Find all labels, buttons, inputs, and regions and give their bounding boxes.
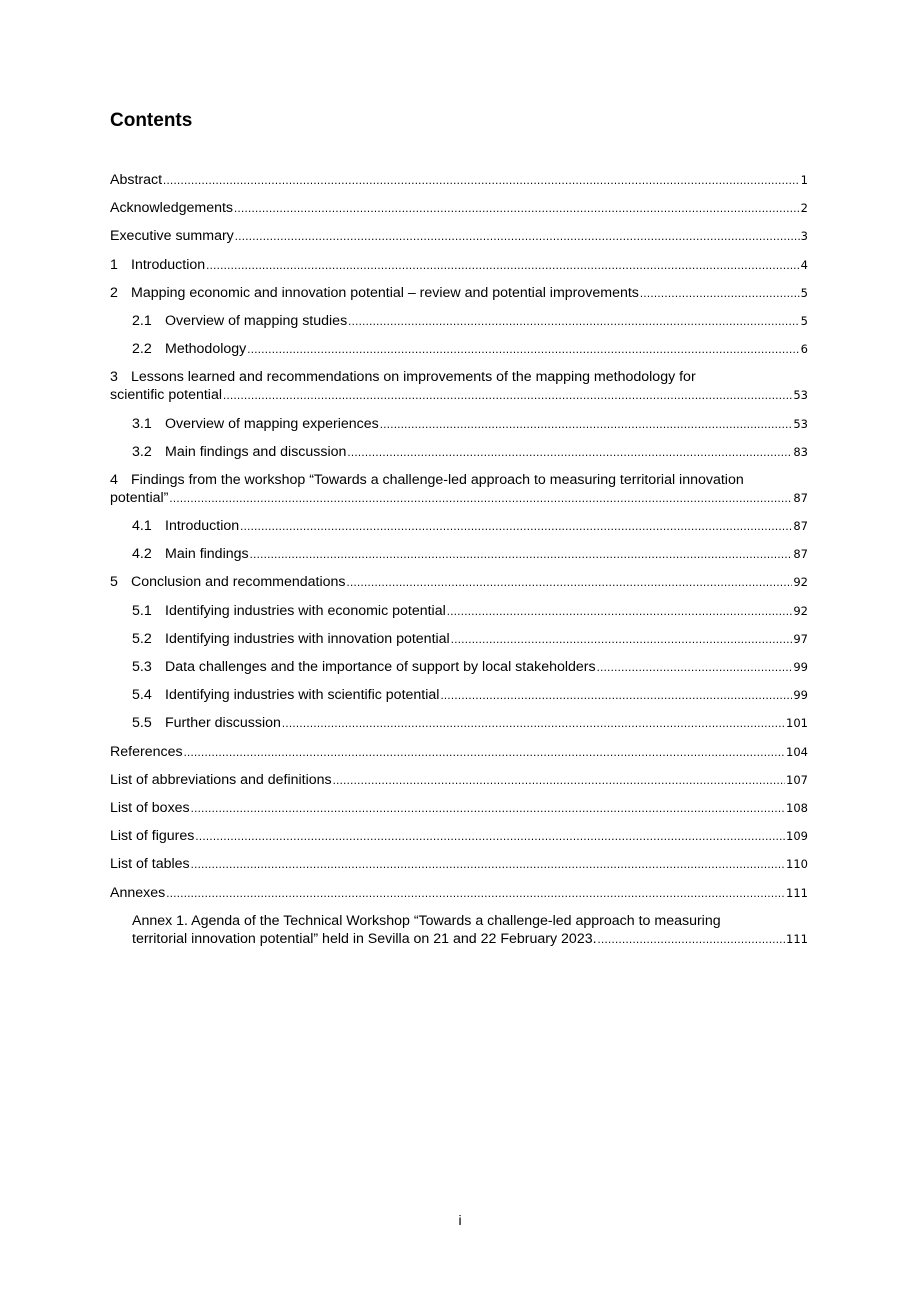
- toc-page-number: 99: [793, 688, 808, 703]
- toc-page-number: 101: [786, 716, 808, 731]
- toc-page-number: 107: [786, 772, 808, 787]
- toc-section-number: 5.2: [132, 630, 152, 647]
- toc-page-number: 87: [793, 490, 808, 505]
- toc-entry-text: Main findings: [165, 546, 249, 563]
- dot-leader: [348, 313, 800, 331]
- toc-entry-section-5-4[interactable]: [110, 686, 808, 714]
- dot-leader: [240, 518, 792, 536]
- dot-leader: [447, 603, 793, 621]
- dot-leader: [347, 574, 793, 592]
- toc-entry-text: Identifying industries with scientific potential: [165, 687, 440, 704]
- toc-entry-section-1[interactable]: [110, 256, 808, 284]
- toc-entry-text: List of abbreviations and definitions: [110, 771, 332, 788]
- toc-page-number: 111: [786, 885, 808, 900]
- toc-entry-acknowledgements[interactable]: [110, 199, 808, 227]
- dot-leader: [169, 490, 792, 508]
- dot-leader: [247, 341, 799, 359]
- toc-entry-section-5-2[interactable]: [110, 630, 808, 658]
- toc-entry-text: Further discussion: [165, 715, 281, 732]
- toc-entry-section-5-5[interactable]: [110, 714, 808, 742]
- dot-leader: [640, 285, 800, 303]
- toc-section-number: 3.2: [132, 443, 152, 460]
- toc-entry-text: Data challenges and the importance of support by local stakeholders: [165, 659, 596, 675]
- toc-section-number: 4.1: [132, 518, 152, 535]
- toc-entry-text: Annexes: [110, 884, 166, 901]
- dot-leader: [223, 387, 792, 405]
- toc-entry-text-continued: territorial innovation potential” held in Sevilla on 21 and 22 February 2023.: [132, 930, 597, 947]
- dot-leader: [597, 659, 793, 677]
- dot-leader: [598, 931, 786, 949]
- toc-page-number: 99: [793, 660, 808, 674]
- toc-entry-text: Introduction: [131, 256, 206, 273]
- toc-entry-list-of-tables[interactable]: [110, 855, 808, 883]
- toc-entry-references[interactable]: [110, 743, 808, 771]
- toc-section-number: 3: [110, 369, 118, 386]
- dot-leader: [440, 687, 792, 705]
- toc-entry-section-5-1[interactable]: [110, 602, 808, 630]
- toc-page-number: 104: [786, 744, 808, 759]
- toc-section-number: 2.1: [132, 312, 152, 329]
- dot-leader: [282, 715, 785, 733]
- toc-section-number: 5.3: [132, 659, 152, 675]
- toc-page-number: 110: [786, 857, 808, 872]
- toc-section-number: 5: [110, 574, 118, 591]
- toc-page-number: 4: [800, 257, 808, 272]
- toc-section-number: 5.1: [132, 602, 152, 619]
- toc-entry-list-of-boxes[interactable]: [110, 799, 808, 827]
- dot-leader: [347, 444, 792, 462]
- toc-page-number: 92: [793, 603, 808, 618]
- toc-section-number: 5.5: [132, 715, 152, 732]
- toc-entry-section-2[interactable]: [110, 284, 808, 312]
- toc-entry-section-5[interactable]: [110, 573, 808, 601]
- dot-leader: [184, 744, 785, 762]
- toc-page-number: 5: [800, 313, 808, 328]
- toc-section-number: 4.2: [132, 546, 152, 563]
- toc-page-number: 97: [793, 631, 808, 646]
- toc-entry-executive-summary[interactable]: [110, 227, 808, 255]
- toc-entry-abstract[interactable]: [110, 171, 808, 199]
- toc-entry-section-5-3[interactable]: [110, 658, 808, 686]
- toc-entry-section-4[interactable]: [110, 471, 808, 517]
- toc-page-number: 87: [793, 519, 808, 534]
- toc-entry-text: Identifying industries with innovation potential: [165, 630, 450, 647]
- dot-leader: [195, 828, 785, 846]
- toc-entry-text: Methodology: [165, 341, 247, 358]
- toc-section-number: 2.2: [132, 341, 152, 358]
- toc-entry-text: Findings from the workshop “Towards a challenge-led approach to measuring territorial innovation: [131, 471, 744, 488]
- toc-page-number: 108: [786, 800, 808, 815]
- dot-leader: [380, 416, 793, 434]
- toc-entry-text: Executive summary: [110, 228, 234, 245]
- toc-section-number: 3.1: [132, 415, 152, 432]
- toc-entry-section-3[interactable]: [110, 368, 808, 414]
- dot-leader: [333, 772, 785, 790]
- toc-page-number: 5: [800, 285, 808, 300]
- toc-entry-text: Overview of mapping experiences: [165, 415, 379, 432]
- toc-entry-text: Identifying industries with economic potential: [165, 602, 446, 619]
- dot-leader: [234, 200, 800, 218]
- toc-entry-section-2-1[interactable]: [110, 312, 808, 340]
- toc-page-number: 6: [800, 342, 808, 357]
- toc-entry-section-3-2[interactable]: [110, 443, 808, 471]
- toc-entry-text: List of figures: [110, 828, 195, 845]
- dot-leader: [163, 172, 800, 190]
- toc-entry-annex-1[interactable]: [110, 912, 808, 958]
- dot-leader: [166, 885, 785, 903]
- page-title: Contents: [110, 110, 193, 131]
- toc-entry-text: Main findings and discussion: [165, 443, 347, 460]
- toc-entry-text: Introduction: [165, 518, 240, 535]
- toc-entry-text: List of tables: [110, 856, 190, 873]
- toc-entry-section-3-1[interactable]: [110, 415, 808, 443]
- toc-entry-text: Overview of mapping studies: [165, 312, 348, 329]
- toc-entry-text-continued: potential”: [110, 489, 169, 506]
- toc-entry-text: List of boxes: [110, 799, 190, 816]
- toc-page-number: 53: [793, 388, 808, 403]
- dot-leader: [250, 546, 793, 564]
- toc-entry-section-4-2[interactable]: [110, 545, 808, 573]
- toc-page-number: 53: [793, 416, 808, 431]
- toc-entry-text: Annex 1. Agenda of the Technical Workshop “Towards a challenge-led approach to measuring: [132, 912, 721, 929]
- toc-entry-text-continued: scientific potential: [110, 387, 222, 404]
- toc-page-number: 1: [800, 173, 808, 187]
- dot-leader: [191, 856, 785, 874]
- toc-page-number: 3: [800, 229, 808, 244]
- toc-page-number: 2: [800, 201, 808, 216]
- toc-entry-text: Abstract: [110, 172, 163, 188]
- toc-section-number: 1: [110, 256, 118, 273]
- toc-section-number: 2: [110, 284, 118, 301]
- dot-leader: [206, 257, 800, 275]
- toc-entry-text: Mapping economic and innovation potential – review and potential improvements: [131, 284, 639, 301]
- toc-entry-section-2-2[interactable]: [110, 340, 808, 368]
- dot-leader: [235, 228, 800, 246]
- toc-section-number: 4: [110, 471, 118, 488]
- toc-page-number: 92: [793, 575, 808, 590]
- toc-entry-text: Acknowledgements: [110, 200, 234, 217]
- toc-page-number: 111: [786, 931, 808, 946]
- toc-entry-text: References: [110, 743, 183, 760]
- dot-leader: [451, 631, 793, 649]
- table-of-contents: [110, 171, 808, 958]
- toc-entry-text: Lessons learned and recommendations on improvements of the mapping methodology for: [131, 369, 696, 386]
- toc-entry-abbreviations[interactable]: [110, 771, 808, 799]
- page-number-footer: i: [458, 1212, 462, 1228]
- dot-leader: [191, 800, 785, 818]
- toc-entry-list-of-figures[interactable]: [110, 827, 808, 855]
- toc-section-number: 5.4: [132, 687, 152, 704]
- toc-page-number: 87: [793, 547, 808, 562]
- toc-entry-section-4-1[interactable]: [110, 517, 808, 545]
- toc-page-number: 83: [793, 444, 808, 459]
- toc-entry-annexes[interactable]: [110, 884, 808, 912]
- toc-page-number: 109: [786, 829, 808, 844]
- toc-entry-text: Conclusion and recommendations: [131, 574, 346, 591]
